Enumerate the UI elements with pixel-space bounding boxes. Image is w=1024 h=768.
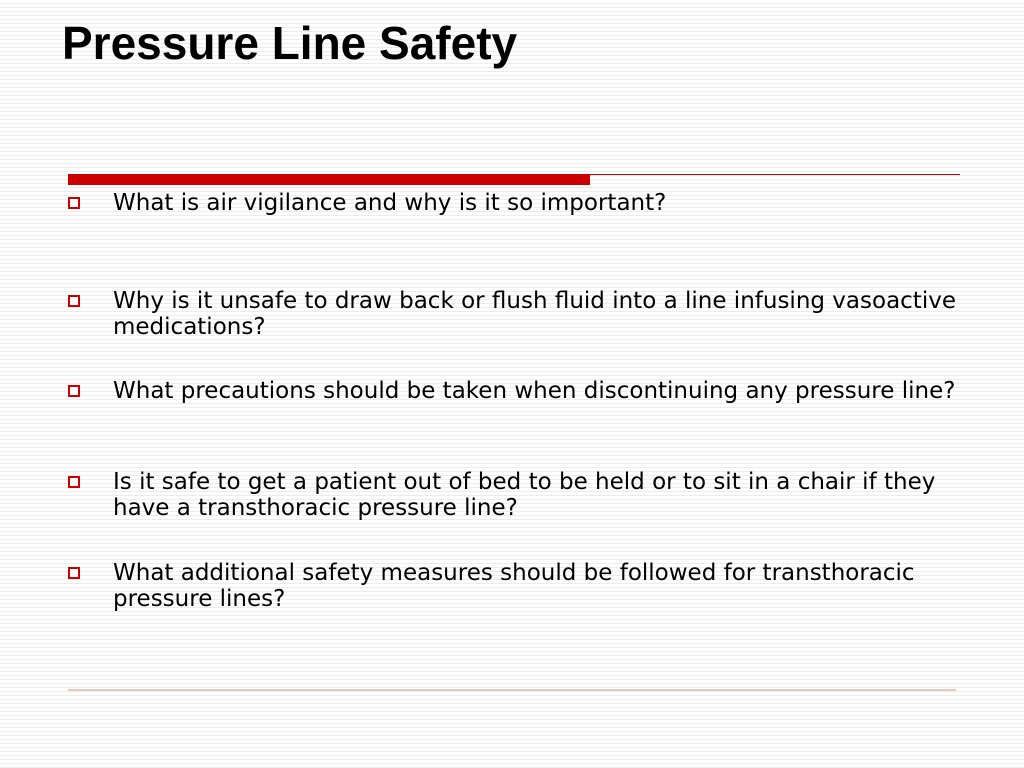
square-bullet-icon [68, 295, 80, 307]
title-divider-accent [68, 175, 590, 185]
square-bullet-icon [68, 567, 80, 579]
square-bullet-icon [68, 385, 80, 397]
bullet-text: What is air vigilance and why is it so important? [113, 190, 667, 216]
bullet-item [68, 190, 968, 216]
bullet-item [68, 378, 968, 404]
bullet-item [68, 560, 968, 612]
slide-title: Pressure Line Safety [62, 17, 518, 69]
bullet-text: What precautions should be taken when discontinuing any pressure line? [113, 378, 956, 404]
bullet-text: Is it safe to get a patient out of bed to be held or to sit in a chair if they have a transthoracic pressure line? [113, 469, 936, 521]
bullet-item [68, 288, 968, 340]
footer-divider [68, 689, 956, 691]
bullet-item [68, 469, 968, 521]
square-bullet-icon [68, 197, 80, 209]
bullet-text: Why is it unsafe to draw back or flush fluid into a line infusing vasoactive medications? [113, 288, 956, 340]
square-bullet-icon [68, 476, 80, 488]
bullet-text: What additional safety measures should be followed for transthoracic pressure lines? [113, 560, 915, 612]
